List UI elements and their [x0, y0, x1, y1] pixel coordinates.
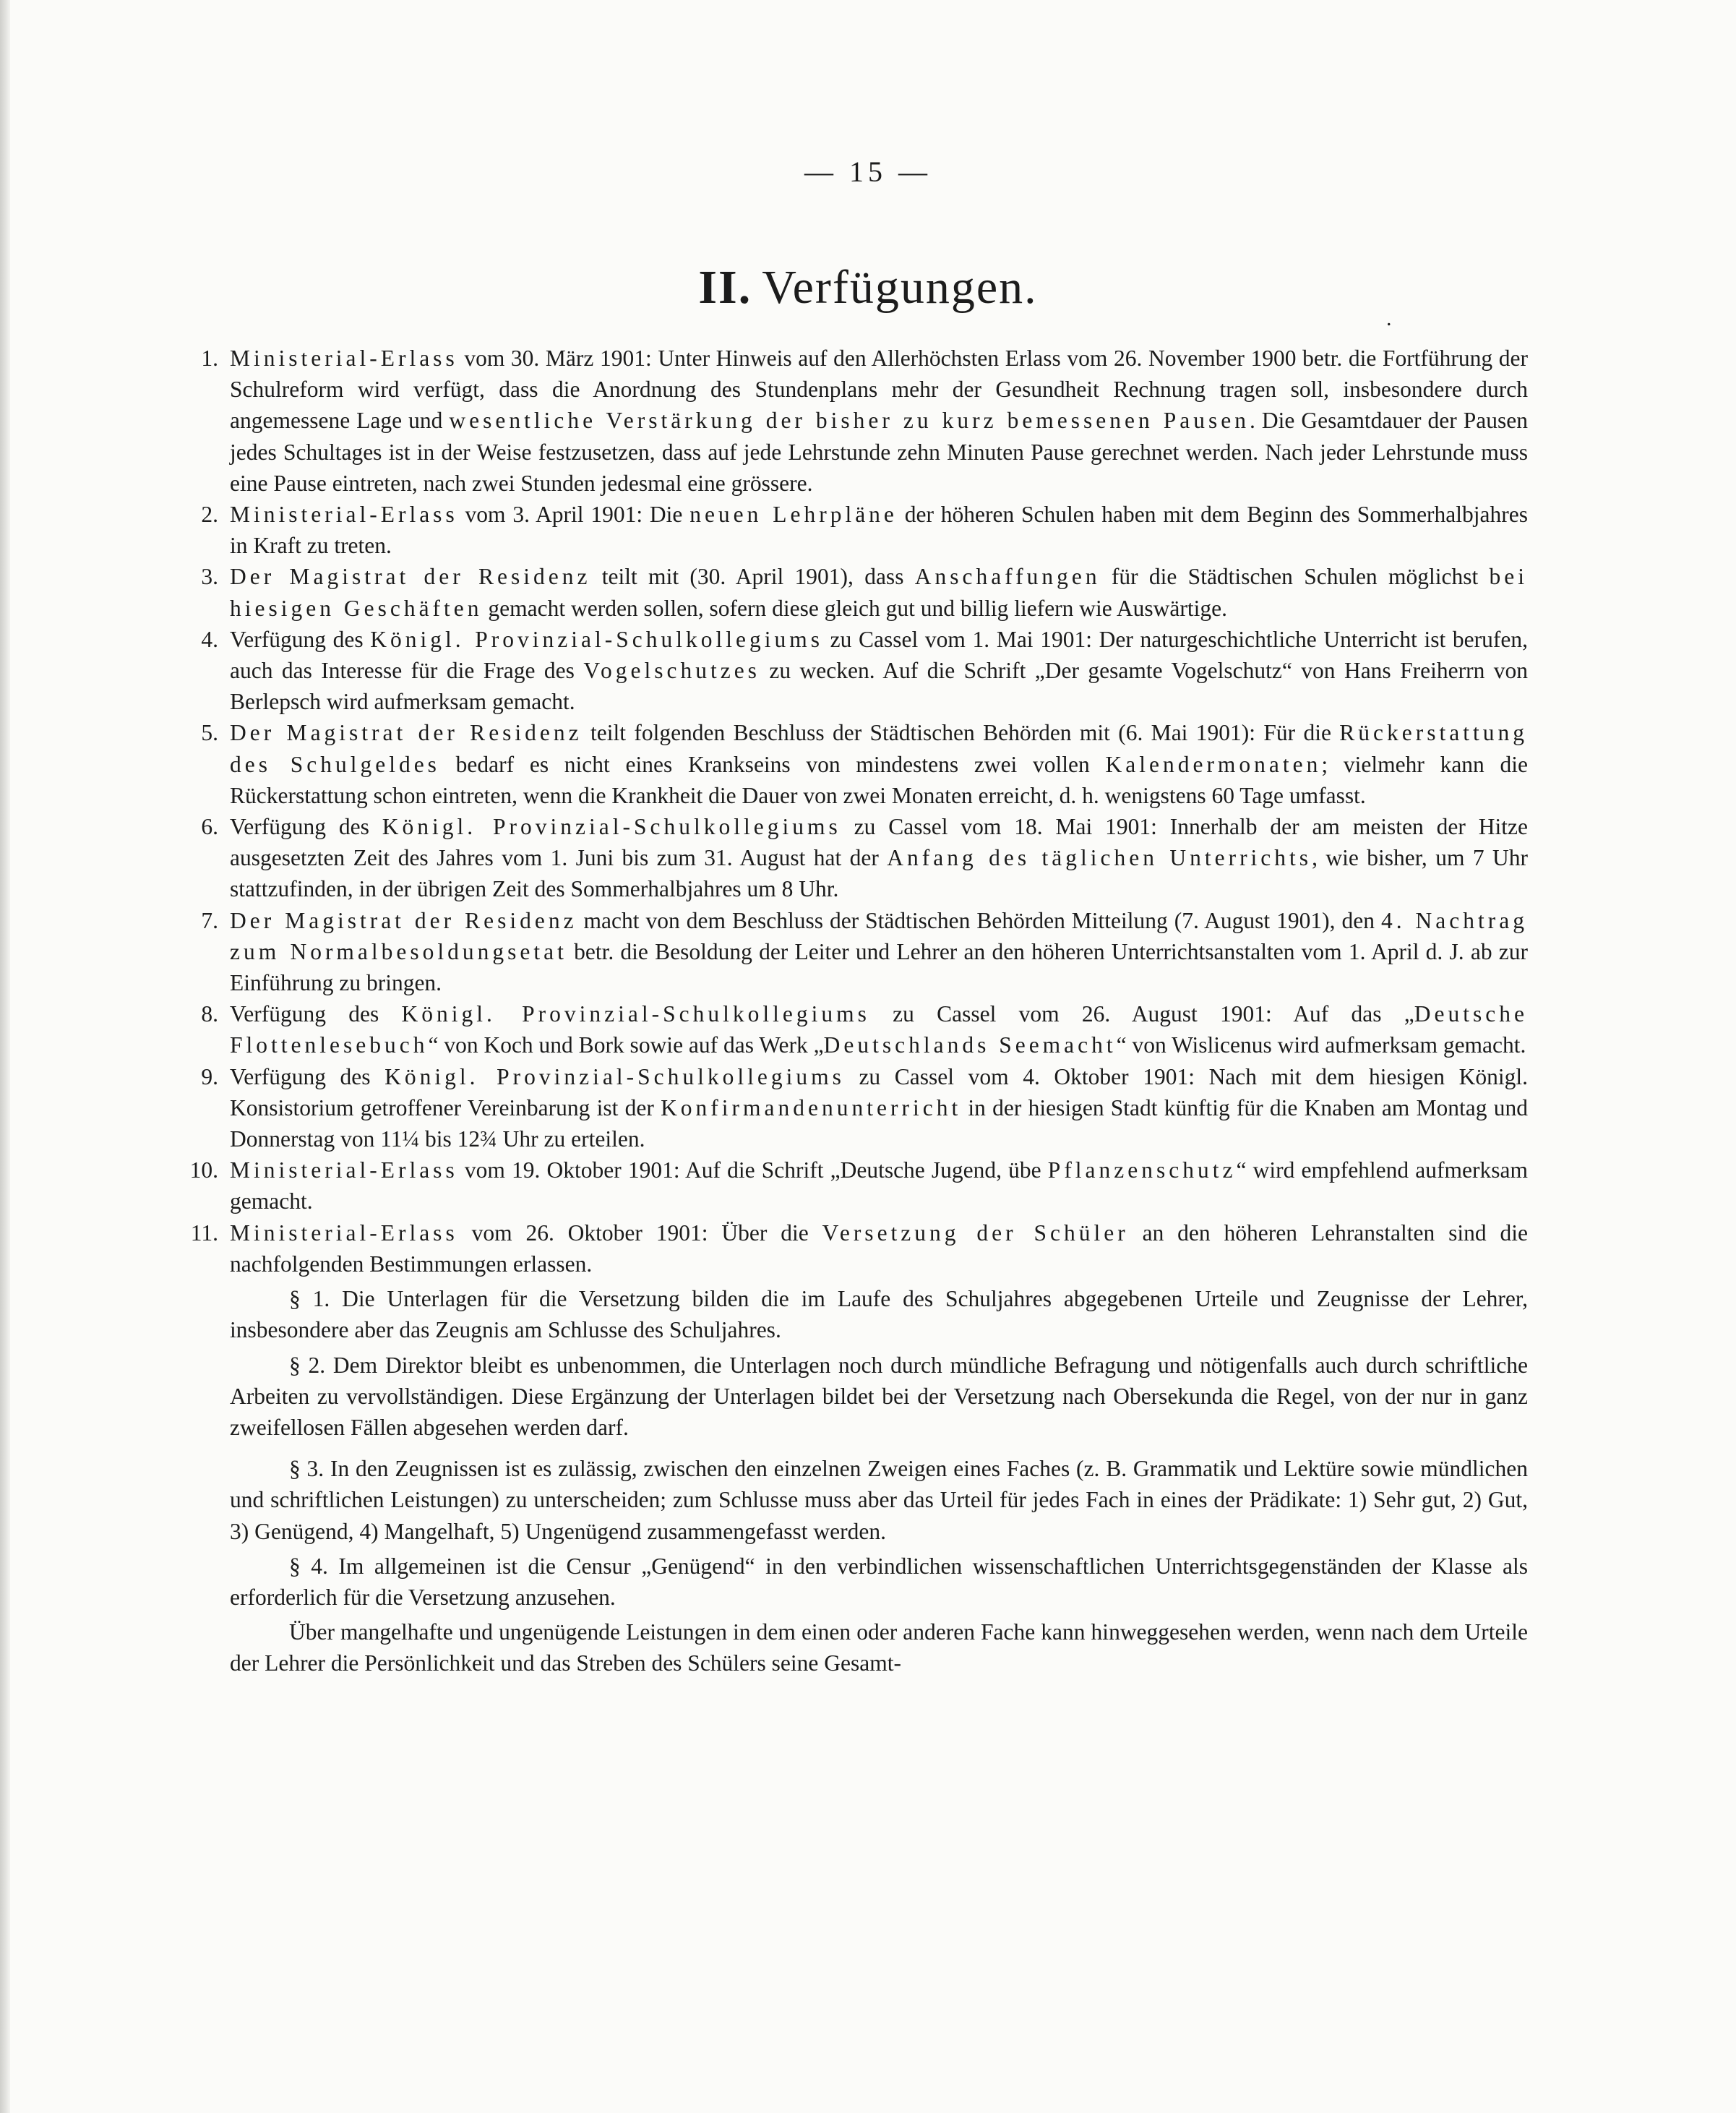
item-text: vom 3. April 1901: Die — [457, 502, 690, 528]
item-number: 5. — [201, 720, 218, 746]
spaced-emphasis: Pflanzenschutz — [1047, 1157, 1237, 1183]
spaced-emphasis: Kalendermonaten — [1105, 751, 1322, 777]
paragraph: § 4. Im allgemeinen ist die Censur „Genügend“ in den verbindlichen wissenschaftlichen Unterrichtsgegenständen der Klasse als erforderlich für die Versetzung anzusehen. — [230, 1553, 1528, 1610]
item-text: teilt folgenden Beschluss der Städtischen Behörden mit (6. Mai 1901): Für die — [582, 720, 1340, 746]
spaced-emphasis: Ministerial-Erlass — [230, 1157, 458, 1183]
paragraph: § 3. In den Zeugnissen ist es zulässig, zwischen den einzelnen Zweigen eines Faches (z. B. Grammatik und Lektüre sowie mündlichen und schriftlichen Leistungen) zu unterscheiden; zum Schlusse muss aber das Urteil für jedes Fach in eines der Prädikate: 1) Sehr gut, 2) Gut, 3) Genügend, 4) Mangelhaft, 5) Ungenügend zusammengefasst werden. — [230, 1456, 1528, 1544]
page-number: — 15 — — [804, 155, 932, 188]
item-text: Verfügung des — [230, 1063, 385, 1089]
spaced-emphasis: bei hiesigen Geschäften — [230, 564, 1528, 621]
item-text: vom 26. Oktober 1901: Über die — [457, 1220, 822, 1246]
item-text: bedarf es nicht eines Krankseins von mindestens zwei vollen — [439, 751, 1106, 777]
item-number: 6. — [201, 814, 218, 840]
item-text: für die Städtischen Schulen möglichst — [1100, 564, 1490, 590]
ordinance-item — [189, 1154, 1528, 1217]
item-text: “ wird empfehlend aufmerksam gemacht. — [230, 1157, 1528, 1214]
item-text: “ von Koch und Bork sowie auf das Werk „ — [428, 1032, 824, 1058]
item-text: Verfügung des — [230, 626, 371, 652]
spaced-emphasis: Der Magistrat der Residenz — [230, 907, 577, 933]
ordinance-item — [201, 499, 1528, 561]
item-text: ; vielmehr kann die Rückerstattung schon eintreten, wenn die Krankheit die Dauer von zwei Monaten erreicht, d. h. wenigstens 60 Tage umfasst. — [230, 751, 1529, 808]
item-number: 10. — [189, 1157, 218, 1183]
spaced-emphasis: Königl. Provinzial-Schulkollegiums — [401, 1001, 870, 1027]
item-text: zu Cassel vom 4. Oktober 1901: Nach mit dem hiesigen Königl. Konsistorium getroffener Vereinbarung ist der — [230, 1063, 1528, 1120]
item-number: 2. — [201, 502, 218, 528]
section-numeral: II. — [698, 261, 752, 314]
spaced-emphasis: Der Magistrat der Residenz — [230, 720, 583, 746]
ordinance-item — [201, 343, 1528, 499]
item-number: 7. — [201, 907, 218, 933]
item-text: gemacht werden sollen, sofern diese gleich gut und billig liefern wie Auswärtige. — [482, 595, 1227, 621]
spaced-emphasis: Anschaffungen — [914, 564, 1101, 590]
spaced-emphasis: 4. Nachtrag zum Normalbesoldungsetat — [230, 907, 1528, 964]
item-number: 9. — [201, 1063, 218, 1089]
spaced-emphasis: Ministerial-Erlass — [230, 1220, 458, 1246]
spaced-emphasis: Rückerstattung des Schulgeldes — [230, 720, 1528, 777]
item-text: Verfügung des — [230, 814, 382, 840]
ordinance-item — [201, 998, 1528, 1060]
item-number: 4. — [201, 626, 218, 652]
spaced-emphasis: Vogelschutzes — [583, 658, 760, 684]
item-number: 11. — [190, 1220, 218, 1246]
section-title: Verfügungen. — [762, 261, 1038, 314]
ordinance-item — [201, 717, 1529, 811]
item-text: betr. die Besoldung der Leiter und Lehrer an den höheren Unterrichtsanstalten vom 1. April d. J. ab zur Einführung zu bringen. — [230, 938, 1528, 996]
ordinance-item — [201, 905, 1528, 999]
spaced-emphasis: Deutsche Flottenlesebuch — [230, 1001, 1528, 1058]
spaced-emphasis: Ministerial-Erlass — [230, 346, 458, 371]
spaced-emphasis: Der Magistrat der Residenz — [230, 564, 591, 590]
spaced-emphasis: Königl. Provinzial-Schulkollegiums — [384, 1063, 845, 1089]
item-text: in der hiesigen Stadt künftig für die Knaben am Montag und Donnerstag von 11¼ bis 12¾ Uhr zu erteilen. — [230, 1094, 1528, 1152]
spaced-emphasis: wesentliche Verstärkung der bisher zu kurz bemessenen Pausen — [449, 408, 1250, 434]
item-text: “ von Wislicenus wird aufmerksam gemacht. — [1116, 1032, 1526, 1058]
item-text: macht von dem Beschluss der Städtischen Behörden Mitteilung (7. August 1901), den — [577, 907, 1381, 933]
spaced-emphasis: Königl. Provinzial-Schulkollegiums — [370, 626, 823, 652]
item-text: , wie bisher, um 7 Uhr stattzufinden, in der übrigen Zeit des Sommerhalbjahres um 8 Uhr. — [230, 845, 1528, 902]
item-text: zu Cassel vom 26. August 1901: Auf das „ — [869, 1001, 1414, 1027]
spaced-emphasis: Versetzung der Schüler — [822, 1220, 1129, 1246]
ordinance-item — [201, 1061, 1528, 1155]
item-text: zu Cassel vom 1. Mai 1901: Der naturgeschichtliche Unterricht ist berufen, auch das Interesse für die Frage des — [230, 626, 1528, 684]
item-text: vom 19. Oktober 1901: Auf die Schrift „Deutsche Jugend, übe — [457, 1157, 1048, 1183]
item-text: zu Cassel vom 18. Mai 1901: Innerhalb der am meisten der Hitze ausgesetzten Zeit des Jahres vom 1. Juni bis zum 31. August hat der — [230, 814, 1528, 871]
spaced-emphasis: Konfirmandenunterricht — [661, 1094, 962, 1120]
document-body — [189, 343, 1529, 1679]
item-number: 8. — [201, 1001, 218, 1027]
spaced-emphasis: Ministerial-Erlass — [230, 502, 458, 528]
stray-mark: . — [1386, 307, 1392, 330]
ordinance-item — [201, 561, 1528, 623]
item-text: teilt mit (30. April 1901), dass — [590, 564, 915, 590]
ordinance-item — [190, 1217, 1528, 1280]
paragraph: § 2. Dem Direktor bleibt es unbenommen, die Unterlagen noch durch mündliche Befragung und nötigenfalls auch durch schriftliche Arbeiten zu vervollständigen. Diese Ergänzung der Unterlagen bildet bei der Versetzung nach Obersekunda die Regel, von der nur in ganz zweifellosen Fällen abgesehen werden darf. — [230, 1352, 1528, 1440]
paragraph: Über mangelhafte und ungenügende Leistungen in dem einen oder anderen Fache kann hinweggesehen werden, wenn nach dem Urteile der Lehrer die Persönlichkeit und das Streben des Schülers seine Gesamt- — [230, 1619, 1528, 1676]
versetzung-paragraphs — [230, 1283, 1528, 1679]
paragraph: § 1. Die Unterlagen für die Versetzung bilden die im Laufe des Schuljahres abgegebenen Urteile und Zeugnisse der Lehrer, insbesondere aber das Zeugnis am Schlusse des Schuljahres. — [230, 1286, 1528, 1343]
spaced-emphasis: Königl. Provinzial-Schulkollegiums — [382, 814, 841, 840]
ordinance-item — [201, 811, 1528, 905]
spaced-emphasis: neuen Lehrpläne — [689, 502, 898, 528]
ordinance-item — [201, 624, 1528, 718]
item-text: Verfügung des — [230, 1001, 402, 1027]
item-number: 3. — [201, 564, 218, 590]
item-number: 1. — [201, 346, 218, 371]
item-text: zu wecken. Auf die Schrift „Der gesamte Vogelschutz“ von Hans Freiherrn von Berlepsch wird aufmerksam gemacht. — [230, 658, 1528, 715]
item-text: der höheren Schulen haben mit dem Beginn des Sommerhalbjahres in Kraft zu treten. — [230, 502, 1528, 559]
ordinance-list — [189, 343, 1529, 1280]
spaced-emphasis: Anfang des täglichen Unterrichts — [887, 845, 1312, 871]
section-heading — [0, 260, 1736, 315]
item-text: . Die Gesamtdauer der Pausen jedes Schultages ist in der Weise festzusetzen, dass auf jede Lehrstunde zehn Minuten Pause gerechnet werden. Nach jeder Lehrstunde muss eine Pause eintreten, nach zwei Stunden jedesmal eine grössere. — [230, 408, 1528, 496]
scan-left-edge — [0, 0, 10, 2113]
item-text: vom 30. März 1901: Unter Hinweis auf den Allerhöchsten Erlass vom 26. November 1900 betr. die Fortführung der Schulreform wird verfügt, dass die Anordnung des Stundenplans mehr der Gesundheit Rechnung tragen soll, insbesondere durch angemessene Lage und — [230, 346, 1528, 434]
spaced-emphasis: Deutschlands Seemacht — [823, 1032, 1117, 1058]
item-text: an den höheren Lehranstalten sind die nachfolgenden Bestimmungen erlassen. — [230, 1220, 1528, 1277]
